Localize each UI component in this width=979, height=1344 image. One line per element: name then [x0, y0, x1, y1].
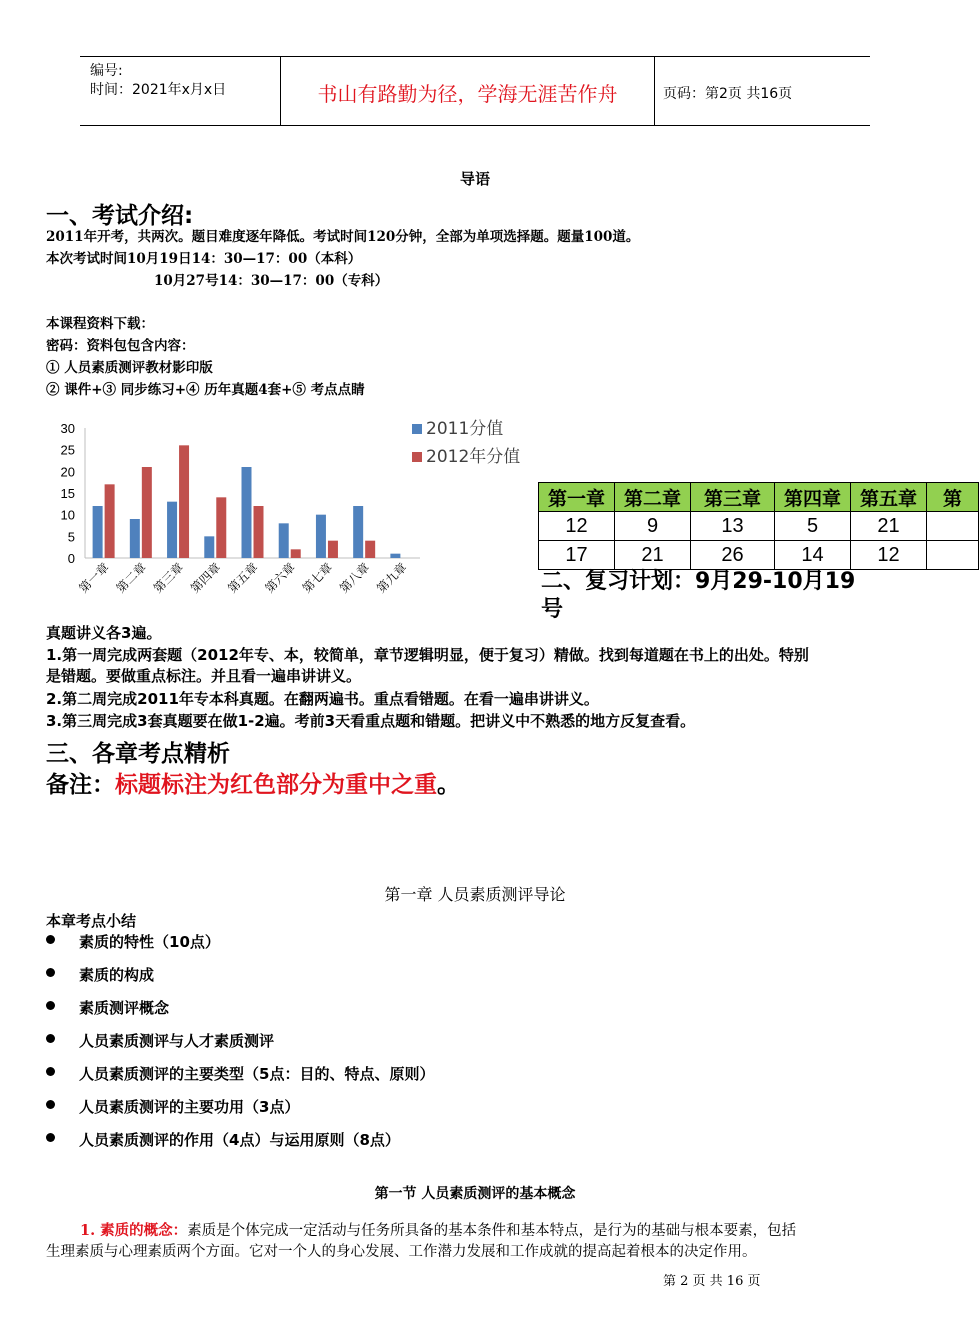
table-cell: 9	[615, 512, 691, 541]
concept-paragraph-line1	[80, 1219, 796, 1240]
page-footer: 第 2 页 共 16 页	[663, 1274, 761, 1289]
x-tick-label: 第三章	[150, 560, 187, 596]
x-tick-label: 第二章	[113, 560, 149, 596]
list-item: 人员素质测评的主要类型（5点：目的、特点、原则）	[46, 1063, 746, 1096]
review-item-1: 1.第一周完成两套题（2012年专、本，较简单，章节逻辑明显，便于复习）精做。找到每道题在书上的出处。特别	[46, 646, 809, 664]
table-header-cell: 第四章	[775, 483, 851, 512]
y-tick-label: 0	[67, 551, 75, 566]
section3-title: 三、各章考点精析	[46, 741, 230, 767]
legend-label: 2012年分值	[426, 447, 521, 467]
review-item-1-cont: 是错题。要做重点标注。并且看一遍串讲讲义。	[46, 667, 362, 685]
x-tick-label: 第一章	[76, 560, 112, 596]
table-header-cell: 第	[927, 483, 979, 512]
list-item: 人员素质测评的主要功用（3点）	[46, 1096, 746, 1129]
page-header	[80, 56, 870, 126]
table-cell: 26	[691, 541, 775, 570]
bar-series1	[167, 502, 177, 558]
bar-series1	[204, 536, 214, 558]
section2-title-cont: 号	[541, 597, 564, 622]
chapter-summary-label: 本章考点小结	[46, 912, 137, 930]
table-row	[539, 512, 979, 541]
bullet-dot-icon	[46, 1034, 55, 1043]
review-item-2: 2.第二周完成2011年专本科真题。在翻两遍书。重点看错题。在看一遍串讲讲义。	[46, 690, 599, 708]
y-tick-label: 30	[60, 421, 75, 436]
x-tick-label: 第八章	[336, 560, 373, 596]
table-cell	[927, 512, 979, 541]
list-item: 人员素质测评的作用（4点）与运用原则（8点）	[46, 1129, 746, 1162]
y-tick-label: 25	[60, 442, 75, 458]
concept-label: 1. 素质的概念：	[80, 1222, 188, 1239]
bar-series2	[142, 467, 152, 558]
bar-series2	[216, 497, 226, 558]
y-tick-label: 10	[60, 507, 75, 523]
list-item: 人员素质测评与人才素质测评	[46, 1030, 746, 1063]
review-item-3: 3.第三周完成3套真题要在做1-2遍。考前3天看重点题和错题。把讲义中不熟悉的地方反复查看。	[46, 712, 696, 730]
header-meta-cell	[80, 57, 281, 125]
bar-series2	[254, 506, 264, 558]
legend-swatch	[412, 424, 422, 434]
header-motto: 书山有路勤为径，学海无涯苦作舟	[317, 82, 618, 106]
header-page-info: 页码：第2页 共16页	[663, 86, 793, 102]
exam-time-college: 10月27号14：30—17：00（专科）	[154, 273, 389, 289]
note-highlight: 标题标注为红色部分为重中之重	[115, 772, 437, 798]
table-header-cell: 第二章	[615, 483, 691, 512]
score-table	[538, 482, 979, 570]
review-item-0: 真题讲义各3遍。	[46, 624, 162, 642]
section1-title: 一、考试介绍:	[46, 203, 194, 229]
bullet-dot-icon	[46, 935, 55, 944]
header-motto-cell	[281, 57, 655, 125]
x-tick-label: 第七章	[299, 560, 336, 596]
bar-series1	[93, 506, 103, 558]
table-header-cell: 第三章	[691, 483, 775, 512]
bar-series2	[291, 549, 301, 558]
table-cell: 21	[615, 541, 691, 570]
table-cell: 12	[539, 512, 615, 541]
bullet-dot-icon	[46, 1133, 55, 1142]
bullet-dot-icon	[46, 1067, 55, 1076]
bar-series1	[242, 467, 252, 558]
password-line: 密码：资料包包含内容：	[46, 338, 195, 354]
section3-note	[46, 766, 460, 799]
x-tick-label: 第九章	[374, 560, 410, 596]
list-item: 素质测评概念	[46, 997, 746, 1030]
doc-number-label: 编号:	[90, 63, 123, 79]
table-cell: 14	[775, 541, 851, 570]
bar-series1	[130, 519, 140, 558]
table-cell: 13	[691, 512, 775, 541]
concept-paragraph-line2: 生理素质与心理素质两个方面。它对一个人的身心发展、工作潜力发展和工作成就的提高起着根本的决定作用。	[46, 1244, 757, 1260]
list-item: 素质的特性（10点）	[46, 931, 746, 964]
y-tick-label: 5	[67, 529, 75, 545]
bullet-dot-icon	[46, 1001, 55, 1010]
header-page-cell	[655, 57, 870, 125]
x-tick-label: 第五章	[225, 560, 261, 596]
legend-swatch	[412, 452, 422, 462]
bar-series1	[316, 515, 326, 558]
download-label: 本课程资料下载：	[46, 316, 154, 332]
bar-series1	[353, 506, 363, 558]
bar-series1	[279, 523, 289, 558]
y-tick-label: 20	[60, 464, 75, 480]
chapter-title: 第一章 人员素质测评导论	[384, 885, 566, 904]
score-table-header-row	[539, 483, 979, 512]
table-cell: 17	[539, 541, 615, 570]
bar-series1	[390, 554, 400, 558]
bar-series2	[365, 541, 375, 558]
concept-text: 素质是个体完成一定活动与任务所具备的基本条件和基本特点，是行为的基础与根本要素，包括	[187, 1223, 797, 1239]
bar-series2	[105, 484, 115, 558]
score-bar-chart	[40, 410, 540, 620]
table-cell: 12	[851, 541, 927, 570]
bullet-dot-icon	[46, 1100, 55, 1109]
x-tick-label: 第四章	[188, 560, 224, 596]
table-cell: 5	[775, 512, 851, 541]
y-tick-label: 15	[60, 486, 75, 501]
bar-series2	[179, 445, 189, 558]
bar-series2	[328, 541, 338, 558]
table-header-cell: 第五章	[851, 483, 927, 512]
list-item: 素质的构成	[46, 964, 746, 997]
intro-title: 导语	[459, 170, 490, 188]
legend-label: 2011分值	[426, 419, 504, 439]
doc-time-label: 时间：2021年x月x日	[90, 82, 227, 98]
exam-time-undergrad: 本次考试时间10月19日14：30—17：00（本科）	[46, 251, 362, 267]
score-table-wrap	[538, 482, 962, 572]
x-tick-label: 第六章	[262, 560, 298, 596]
table-header-cell: 第一章	[539, 483, 615, 512]
section-title: 第一节 人员素质测评的基本概念	[374, 1186, 576, 1202]
package-item-2: ② 课件+③ 同步练习+④ 历年真题4套+⑤ 考点点睛	[46, 382, 365, 398]
note-suffix: 。	[437, 772, 460, 798]
note-prefix: 备注：	[46, 772, 115, 798]
table-cell: 21	[851, 512, 927, 541]
chapter-bullet-list	[46, 931, 746, 1162]
package-item-1: ① 人员素质测评教材影印版	[46, 360, 213, 376]
table-cell	[927, 541, 979, 570]
exam-intro-line: 2011年开考，共两次。题目难度逐年降低。考试时间120分钟，全部为单项选择题。题量100道。	[46, 229, 640, 245]
bullet-dot-icon	[46, 968, 55, 977]
section2-title: 二、复习计划：9月29-10月19	[541, 569, 856, 594]
